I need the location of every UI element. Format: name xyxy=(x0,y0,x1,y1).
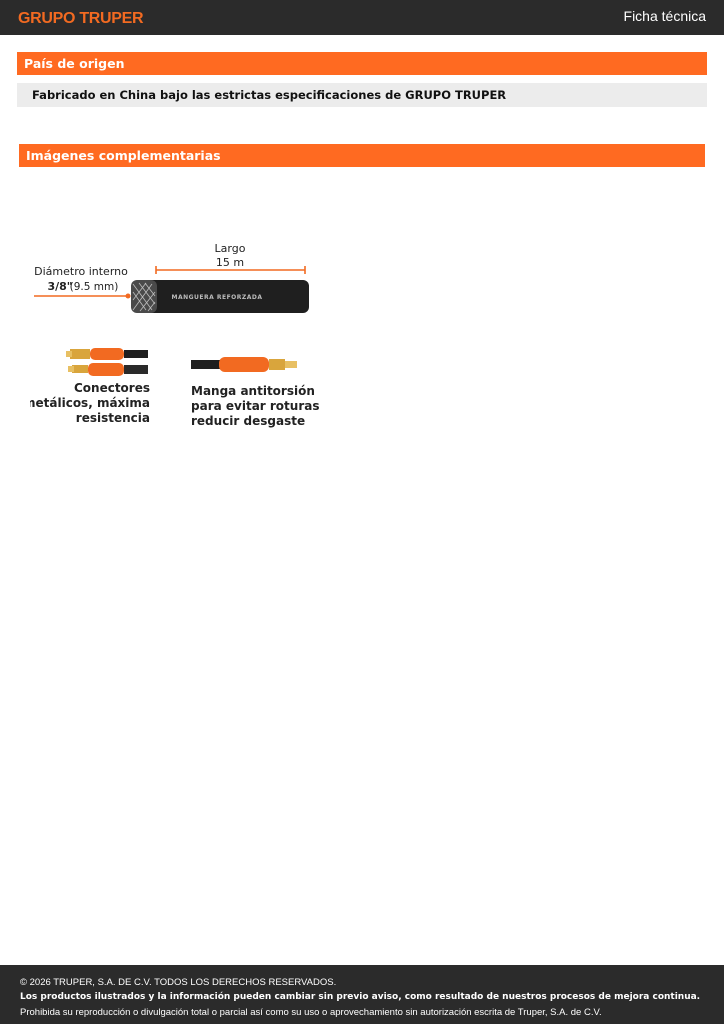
connectors-caption-line2: metálicos, máxima xyxy=(30,396,150,410)
document-type-label: Ficha técnica xyxy=(623,8,706,24)
diameter-label: Diámetro interno xyxy=(34,265,128,278)
diameter-value: 3/8" xyxy=(47,280,73,293)
product-figure xyxy=(30,232,320,442)
footer-notice: Los productos ilustrados y la información pueden cambiar sin previo aviso, como resultado de nuestros procesos de mejora continua. xyxy=(20,992,701,1002)
truper-logo: GRUPO TRUPER xyxy=(18,10,144,27)
connectors-caption-line3: resistencia xyxy=(75,411,150,425)
sleeve-caption-line3: reducir desgaste xyxy=(191,414,306,428)
length-value: 15 m xyxy=(215,256,245,269)
footer-prohibition: Prohibida su reproducción o divulgación total o parcial así como su uso o aprovechamiento sin autorización escrita de Truper, S.A. de C.V. xyxy=(20,1007,602,1018)
diameter-pointer-dot xyxy=(126,294,131,299)
footer-copyright: © 2026 TRUPER, S.A. DE C.V. TODOS LOS DERECHOS RESERVADOS. xyxy=(20,977,337,988)
length-label: Largo xyxy=(214,242,246,255)
hose-print-text: MANGUERA REFORZADA xyxy=(171,294,263,301)
section-header-origin: País de origen xyxy=(17,52,707,75)
connectors-caption-line1: Conectores xyxy=(73,381,150,395)
top-bar xyxy=(0,0,724,35)
page-footer xyxy=(0,965,724,1024)
origin-text: Fabricado en China bajo las estrictas especificaciones de GRUPO TRUPER xyxy=(17,83,707,107)
section-header-images: Imágenes complementarias xyxy=(19,144,705,167)
connectors-illustration xyxy=(66,348,148,376)
diameter-mm: (9.5 mm) xyxy=(69,281,119,293)
sleeve-illustration xyxy=(191,357,297,372)
product-illustration xyxy=(30,232,320,442)
sleeve-caption-line2: para evitar roturas y xyxy=(191,399,320,413)
sleeve-caption-line1: Manga antitorsión xyxy=(191,384,315,398)
